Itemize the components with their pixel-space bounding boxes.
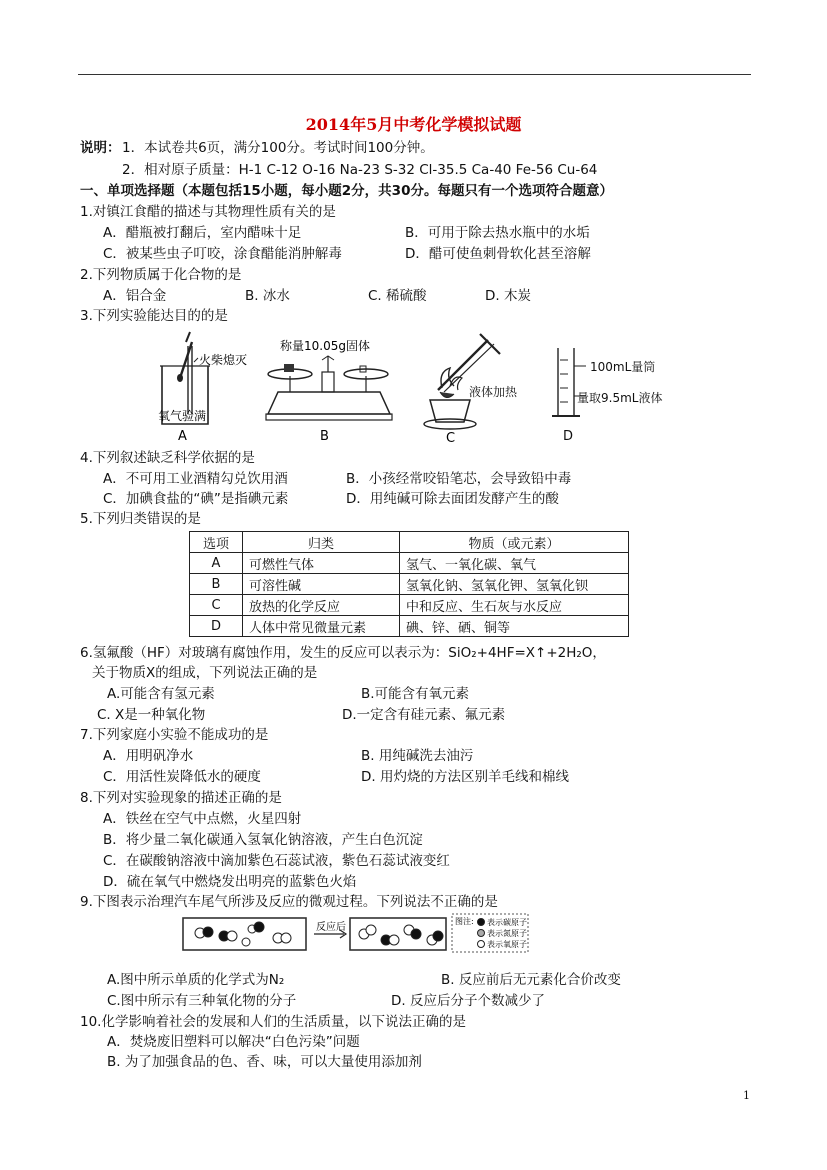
- table-cell: 可溶性碱: [243, 574, 400, 595]
- figure-d-cylinder: [548, 346, 588, 426]
- question-4-option-a: A．不可用工业酒精勾兑饮用酒: [103, 471, 288, 487]
- figure-b-balance: [266, 338, 392, 444]
- legend-carbon: 表示碳原子: [487, 918, 527, 927]
- question-10-stem: 10.化学影响着社会的发展和人们的生活质量，以下说法正确的是: [80, 1014, 466, 1030]
- question-6-option-d: D.一定含有硅元素、氟元素: [342, 707, 506, 723]
- figure-c-letter: C: [446, 431, 456, 446]
- question-7-option-a: A．用明矾净水: [103, 748, 194, 764]
- table-row: [190, 553, 629, 574]
- question-2-option-c: C. 稀硫酸: [368, 288, 427, 304]
- table-cell: D: [190, 616, 243, 637]
- question-9-option-c: C.图中所示有三种氧化物的分子: [107, 993, 297, 1009]
- figure-d-label-2: 量取9.5mL液体: [577, 391, 663, 405]
- legend-oxygen: 表示氧原子: [487, 940, 527, 949]
- question-5-stem: 5.下列归类错误的是: [80, 511, 201, 527]
- instructions-line-1: 1．本试卷共6页，满分100分。考试时间100分钟。: [122, 140, 434, 156]
- instructions-label: 说明：: [80, 140, 121, 156]
- figure-b-letter: B: [320, 429, 329, 444]
- question-7-stem: 7.下列家庭小实验不能成功的是: [80, 727, 269, 743]
- question-1-option-b: B．可用于除去热水瓶中的水垢: [405, 225, 590, 241]
- figure-b-label: 称量10.05g固体: [280, 339, 370, 353]
- question-2-stem: 2.下列物质属于化合物的是: [80, 267, 242, 283]
- question-1-option-a: A．醋瓶被打翻后，室内醋味十足: [103, 225, 302, 241]
- question-8-option-c: C．在碳酸钠溶液中滴加紫色石蕊试液，紫色石蕊试液变红: [103, 853, 450, 869]
- figure-a-oxygen-test: [158, 332, 247, 444]
- question-8-option-d: D．硫在氧气中燃烧发出明亮的蓝紫色火焰: [103, 874, 357, 890]
- figure-d-letter: D: [563, 429, 574, 444]
- figure-a-caption: 氧气验满: [158, 409, 207, 423]
- question-9-option-b: B. 反应前后无元素化合价改变: [441, 972, 621, 988]
- figure-d-label-1: 100mL量筒: [590, 360, 656, 374]
- figure-a-label: 火柴熄灭: [199, 353, 248, 367]
- question-6-option-c: C. X是一种氧化物: [97, 707, 206, 723]
- question-3-stem: 3.下列实验能达目的的是: [80, 308, 228, 324]
- table-header-cell: 物质（或元素）: [400, 532, 629, 553]
- question-2-option-a: A．铝合金: [103, 288, 167, 304]
- question-8-option-b: B．将少量二氧化碳通入氢氧化钠溶液，产生白色沉淀: [103, 832, 423, 848]
- page-number: 1: [743, 1089, 750, 1102]
- reaction-arrow-label: 反应后: [316, 922, 346, 933]
- table-cell: 氢气、一氧化碳、氧气: [400, 553, 629, 574]
- table-cell: B: [190, 574, 243, 595]
- legend-nitrogen: 表示氮原子: [487, 929, 527, 938]
- question-8-stem: 8.下列对实验现象的描述正确的是: [80, 790, 282, 806]
- table-header-cell: 选项: [190, 532, 243, 553]
- table-cell: 中和反应、生石灰与水反应: [400, 595, 629, 616]
- table-row: [190, 574, 629, 595]
- table-cell: C: [190, 595, 243, 616]
- question-7-option-b: B. 用纯碱洗去油污: [361, 748, 474, 764]
- question-7-option-d: D. 用灼烧的方法区别羊毛线和棉线: [361, 769, 569, 785]
- question-9-option-d: D. 反应后分子个数减少了: [391, 993, 545, 1009]
- question-6-stem-2: 关于物质X的组成，下列说法正确的是: [92, 665, 318, 681]
- question-6-option-b: B.可能含有氧元素: [361, 686, 470, 702]
- question-10-option-a: A．焚烧废旧塑料可以解决“白色污染”问题: [107, 1034, 360, 1050]
- question-4-option-c: C．加碘食盐的“碘”是指碘元素: [103, 491, 289, 507]
- header-rule: [78, 74, 751, 75]
- table-header-row: [190, 532, 629, 553]
- table-header-cell: 归类: [243, 532, 400, 553]
- question-9-stem: 9.下图表示治理汽车尾气所涉及反应的微观过程。下列说法不正确的是: [80, 894, 498, 910]
- question-7-option-c: C．用活性炭降低水的硬度: [103, 769, 261, 785]
- question-1-option-d: D．醋可使鱼刺骨软化甚至溶解: [405, 246, 591, 262]
- figure-a-letter: A: [178, 429, 187, 444]
- section-heading: 一、单项选择题（本题包括15小题，每小题2分，共30分。每题只有一个选项符合题意）: [80, 183, 613, 199]
- reaction-diagram: [180, 912, 530, 954]
- table-cell: 人体中常见微量元素: [243, 616, 400, 637]
- question-2-option-b: B. 冰水: [245, 288, 290, 304]
- question-1-option-c: C．被某些虫子叮咬，涂食醋能消肿解毒: [103, 246, 342, 262]
- question-4-option-d: D．用纯碱可除去面团发酵产生的酸: [346, 491, 559, 507]
- question-6-option-a: A.可能含有氢元素: [107, 686, 215, 702]
- experiment-figures: [150, 328, 510, 446]
- question-9-option-a: A.图中所示单质的化学式为N₂: [107, 972, 285, 988]
- figure-c-label: 液体加热: [469, 385, 518, 399]
- question-8-option-a: A．铁丝在空气中点燃，火星四射: [103, 811, 302, 827]
- question-2-option-d: D. 木炭: [485, 288, 531, 304]
- table-row: [190, 595, 629, 616]
- question-6-stem: 6.氢氟酸（HF）对玻璃有腐蚀作用，发生的反应可以表示为：SiO₂+4HF=X↑+2H₂O，: [80, 645, 606, 661]
- table-cell: 放热的化学反应: [243, 595, 400, 616]
- table-cell: 碘、锌、硒、铜等: [400, 616, 629, 637]
- question-4-stem: 4.下列叙述缺乏科学依据的是: [80, 450, 255, 466]
- question-4-option-b: B．小孩经常咬铅笔芯，会导致铅中毒: [346, 471, 572, 487]
- page-title: 2014年5月中考化学模拟试题: [305, 115, 522, 134]
- table-cell: 氢氧化钠、氢氧化钾、氢氧化钡: [400, 574, 629, 595]
- question-1-stem: 1.对镇江食醋的描述与其物理性质有关的是: [80, 204, 336, 220]
- instructions-line-2: 2．相对原子质量：H-1 C-12 O-16 Na-23 S-32 Cl-35.5 Ca-40 Fe-56 Cu-64: [122, 162, 598, 178]
- table-row: [190, 616, 629, 637]
- classification-table: [189, 531, 629, 637]
- legend-title: 图注:: [455, 917, 474, 926]
- table-cell: 可燃性气体: [243, 553, 400, 574]
- table-cell: A: [190, 553, 243, 574]
- question-10-option-b: B. 为了加强食品的色、香、味，可以大量使用添加剂: [107, 1054, 422, 1070]
